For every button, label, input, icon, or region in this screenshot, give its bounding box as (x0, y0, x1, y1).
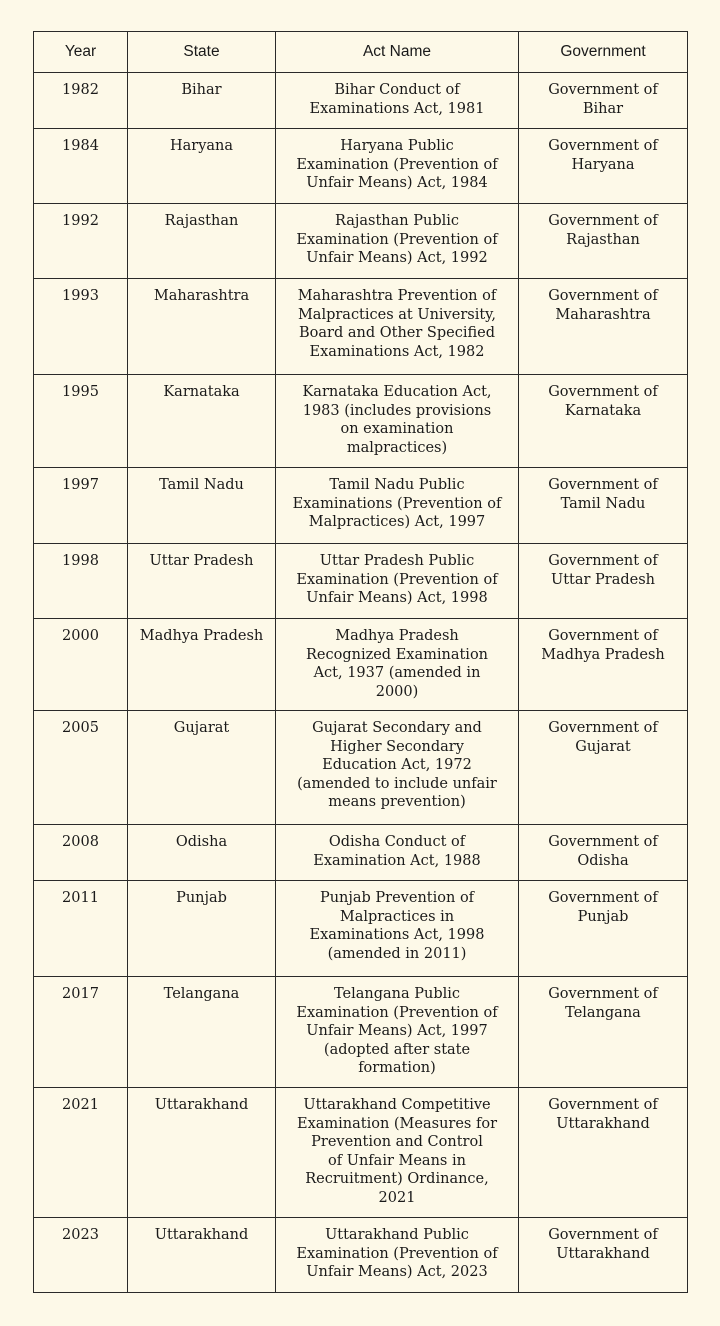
act-name-line: Examination (Measures for (296, 1115, 498, 1132)
act-name-line: Uttarakhand Competitive (303, 1097, 491, 1113)
year-cell: 2011 (34, 881, 128, 977)
act-name-line: Examinations Act, 1998 (309, 927, 485, 944)
state-cell: Tamil Nadu (128, 468, 276, 544)
year-cell: 2005 (34, 711, 128, 825)
act-name-line: Bihar Conduct of (334, 82, 460, 98)
act-name-line: Higher Secondary (330, 738, 464, 755)
act-name-line: Examination (Prevention of (296, 1004, 498, 1021)
table-row (34, 619, 688, 711)
act-name-cell (276, 204, 519, 279)
government-cell (519, 881, 688, 977)
act-name-line: Education Act, 1972 (322, 757, 472, 774)
table-header (34, 32, 688, 73)
government-cell (519, 279, 688, 375)
government-line: Government of (548, 986, 658, 1002)
state-cell: Bihar (128, 73, 276, 129)
header-year: Year (34, 32, 128, 73)
government-line: Government of (548, 138, 658, 154)
government-line: Government of (548, 384, 658, 400)
act-name-line: (adopted after state (323, 1041, 471, 1058)
state-acts-table (33, 31, 688, 1293)
government-cell (519, 619, 688, 711)
act-name-cell (276, 977, 519, 1088)
act-name-line: Karnataka Education Act, (302, 384, 492, 400)
year-cell: 2023 (34, 1218, 128, 1293)
act-name-line: formation) (358, 1060, 436, 1077)
act-name-cell (276, 825, 519, 881)
act-name-line: Punjab Prevention of (319, 890, 475, 906)
act-name-line: Haryana Public (340, 138, 454, 154)
government-line: Odisha (577, 852, 629, 869)
act-name-line: Prevention and Control (311, 1134, 483, 1151)
government-line: Rajasthan (566, 231, 640, 248)
act-name-line: Uttarakhand Public (325, 1227, 469, 1243)
year-cell: 1993 (34, 279, 128, 375)
state-cell: Rajasthan (128, 204, 276, 279)
government-line: Government of (548, 477, 658, 493)
table-row (34, 1218, 688, 1293)
act-name-line: Malpractices at University, (297, 306, 497, 323)
government-cell (519, 468, 688, 544)
table-row (34, 544, 688, 619)
act-name-line: (amended to include unfair (297, 775, 497, 792)
act-name-line: Act, 1937 (amended in (313, 665, 481, 682)
act-name-cell (276, 619, 519, 711)
act-name-line: malpractices) (346, 439, 448, 456)
act-name-line: 2021 (378, 1189, 416, 1206)
act-name-cell (276, 279, 519, 375)
table-row (34, 977, 688, 1088)
government-line: Madhya Pradesh (541, 646, 665, 663)
header-state: State (128, 32, 276, 73)
government-line: Maharashtra (555, 306, 651, 323)
table-body (34, 73, 688, 1293)
act-name-line: Examinations (Prevention of (292, 495, 502, 512)
act-name-line: Examination Act, 1988 (313, 852, 481, 869)
header-government: Government (519, 32, 688, 73)
government-line: Government of (548, 628, 658, 644)
government-line: Government of (548, 834, 658, 850)
act-name-line: Examination (Prevention of (296, 1245, 498, 1262)
government-line: Government of (548, 553, 658, 569)
act-name-line: 2000) (375, 683, 419, 700)
government-line: Gujarat (575, 738, 631, 755)
government-line: Government of (548, 82, 658, 98)
table-row (34, 204, 688, 279)
act-name-line: Odisha Conduct of (328, 834, 466, 850)
state-cell: Punjab (128, 881, 276, 977)
year-cell: 1984 (34, 129, 128, 204)
act-name-cell (276, 375, 519, 468)
government-line: Government of (548, 213, 658, 229)
government-cell (519, 977, 688, 1088)
year-cell: 2008 (34, 825, 128, 881)
state-cell: Maharashtra (128, 279, 276, 375)
act-name-line: 1983 (includes provisions (302, 402, 492, 419)
state-cell: Odisha (128, 825, 276, 881)
government-cell (519, 1218, 688, 1293)
government-cell (519, 73, 688, 129)
act-name-cell (276, 881, 519, 977)
year-cell: 1995 (34, 375, 128, 468)
government-cell (519, 375, 688, 468)
act-name-line: Gujarat Secondary and (312, 720, 482, 736)
government-cell (519, 711, 688, 825)
state-cell: Telangana (128, 977, 276, 1088)
act-name-line: Madhya Pradesh (335, 628, 459, 644)
act-name-line: Recruitment) Ordinance, (305, 1171, 489, 1188)
act-name-line: Tamil Nadu Public (329, 477, 465, 493)
header-act-name: Act Name (276, 32, 519, 73)
government-line: Karnataka (564, 402, 642, 419)
act-name-line: Unfair Means) Act, 2023 (306, 1264, 488, 1281)
state-cell: Gujarat (128, 711, 276, 825)
act-name-cell (276, 129, 519, 204)
state-cell: Uttarakhand (128, 1088, 276, 1218)
act-name-line: Uttar Pradesh Public (319, 553, 475, 569)
government-line: Government of (548, 720, 658, 736)
government-line: Uttarakhand (556, 1245, 650, 1262)
table-row (34, 881, 688, 977)
act-name-line: Examination (Prevention of (296, 231, 498, 248)
table-row (34, 73, 688, 129)
government-line: Government of (548, 890, 658, 906)
act-name-cell (276, 468, 519, 544)
government-cell (519, 544, 688, 619)
act-name-line: Examinations Act, 1982 (309, 343, 485, 360)
act-name-line: Malpractices) Act, 1997 (308, 514, 486, 531)
year-cell: 2021 (34, 1088, 128, 1218)
act-name-line: Unfair Means) Act, 1992 (306, 250, 488, 267)
act-name-line: Malpractices in (339, 908, 455, 925)
government-line: Tamil Nadu (560, 495, 646, 512)
act-name-cell (276, 73, 519, 129)
government-line: Haryana (571, 156, 635, 173)
year-cell: 2000 (34, 619, 128, 711)
act-name-line: (amended in 2011) (327, 945, 467, 962)
act-name-line: Board and Other Specified (299, 325, 495, 342)
state-cell: Uttar Pradesh (128, 544, 276, 619)
act-name-line: Unfair Means) Act, 1984 (306, 175, 488, 192)
government-line: Government of (548, 1227, 658, 1243)
act-name-cell (276, 1088, 519, 1218)
table-row (34, 375, 688, 468)
state-cell: Haryana (128, 129, 276, 204)
table-row (34, 279, 688, 375)
act-name-line: Unfair Means) Act, 1997 (306, 1023, 488, 1040)
act-name-line: Recognized Examination (305, 646, 489, 663)
state-cell: Uttarakhand (128, 1218, 276, 1293)
act-name-line: Examination (Prevention of (296, 571, 498, 588)
government-cell (519, 129, 688, 204)
act-name-line: Examinations Act, 1981 (309, 100, 485, 117)
table-row (34, 129, 688, 204)
act-name-line: on examination (340, 421, 454, 438)
state-cell: Madhya Pradesh (128, 619, 276, 711)
act-name-line: Unfair Means) Act, 1998 (306, 590, 488, 607)
government-line: Government of (548, 288, 658, 304)
government-line: Uttarakhand (556, 1115, 650, 1132)
act-name-line: means prevention) (328, 794, 466, 811)
year-cell: 1982 (34, 73, 128, 129)
government-cell (519, 825, 688, 881)
act-name-line: Examination (Prevention of (296, 156, 498, 173)
year-cell: 1992 (34, 204, 128, 279)
government-cell (519, 204, 688, 279)
table-row (34, 825, 688, 881)
year-cell: 1997 (34, 468, 128, 544)
government-cell (519, 1088, 688, 1218)
government-line: Bihar (582, 100, 624, 117)
state-cell: Karnataka (128, 375, 276, 468)
government-line: Punjab (577, 908, 629, 925)
table-row (34, 1088, 688, 1218)
act-name-line: Maharashtra Prevention of (297, 288, 497, 304)
act-name-cell (276, 711, 519, 825)
act-name-line: of Unfair Means in (328, 1152, 466, 1169)
government-line: Uttar Pradesh (550, 571, 656, 588)
act-name-line: Telangana Public (333, 986, 461, 1002)
year-cell: 1998 (34, 544, 128, 619)
table-row (34, 711, 688, 825)
act-name-cell (276, 544, 519, 619)
table-row (34, 468, 688, 544)
government-line: Telangana (565, 1004, 641, 1021)
act-name-line: Rajasthan Public (334, 213, 459, 229)
government-line: Government of (548, 1097, 658, 1113)
act-name-cell (276, 1218, 519, 1293)
year-cell: 2017 (34, 977, 128, 1088)
header-row (34, 32, 688, 73)
